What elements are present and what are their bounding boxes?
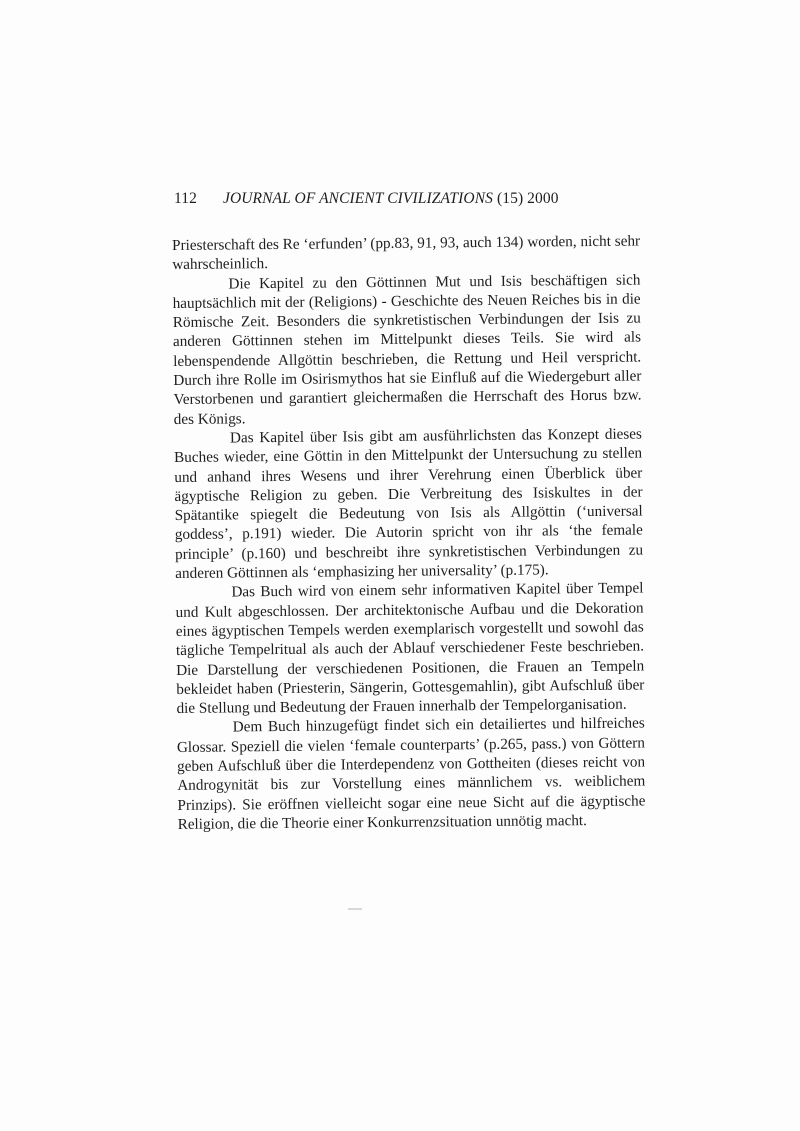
- paragraph-continuation: Priesterschaft des Re ‘erfunden’ (pp.83, 91, 93, auch 134) worden, nicht sehr wahrscheinlich.: [172, 232, 641, 274]
- paragraph-mut-isis: Die Kapitel zu den Göttinnen Mut und Isis beschäftigen sich hauptsächlich mit der (Religions) - Geschichte des Neuen Reiches bis in die Römische Zeit. Besonders die synkretistischen Verbindungen der Isis zu anderen Göttinnen stehen im Mittelpunkt dieses Teils. Sie wird als lebenspendende Allgöttin beschrieben, die Rettung und Heil verspricht. Durch ihre Rolle im Osirismythos hat sie Einfluß auf die Wiedergeburt aller Verstorbenen und garantiert gleichermaßen die Herrschaft des Horus bzw. des Königs.: [172, 271, 642, 428]
- paragraph-glossary: Dem Buch hinzugefügt findet sich ein detailiertes und hilfreiches Glossar. Speziell die vielen ‘female counterparts’ (p.265, pass.) von Göttern geben Aufschluß über die Interdependenz von Gottheiten (dieses reicht von Androgynität bis zur Vorstellung eines männlichem vs. weiblichem Prinzips). Sie eröffnen vielleicht sogar eine neue Sicht auf die ägyptische Religion, die die Theorie einer Konkurrenzsituation unnötig macht.: [176, 714, 646, 833]
- scan-speck: [348, 908, 362, 910]
- running-header: [174, 190, 559, 208]
- paragraph-isis-chapter: Das Kapitel über Isis gibt am ausführlichsten das Konzept dieses Buches wieder, eine Göttin in den Mittelpunkt der Untersuchung zu stellen und anhand ihres Wesens und ihrer Verehrung einen Überblick über ägyptische Religion zu geben. Die Verbreitung des Isiskultes in der Spätantike spiegelt die Bedeutung von Isis als Allgöttin (‘universal goddess’, p.191) wieder. Die Autorin spricht von ihr als ‘the female principle’ (p.160) und beschreibt ihre synkretistischen Verbindungen zu anderen Göttinnen als ‘emphasizing her universality’ (p.175).: [174, 425, 644, 583]
- page-number: 112: [174, 190, 197, 207]
- journal-title: JOURNAL OF ANCIENT CIVILIZATIONS: [222, 190, 493, 207]
- article-body: [172, 232, 646, 835]
- paragraph-temple-cult: Das Buch wird von einem sehr informativen Kapitel über Tempel und Kult abgeschlossen. Der architektonische Aufbau und die Dekoration eines ägyptischen Tempels werden exemplarisch vorgestellt und sowohl das tägliche Tempelritual als auch der Ablauf verschiedener Feste beschrieben. Die Darstellung der verschiedenen Positionen, die Frauen an Tempeln bekleidet haben (Priesterin, Sängerin, Gottesgemahlin), gibt Aufschluß über die Stellung und Bedeutung der Frauen innerhalb der Tempelorganisation.: [175, 579, 645, 718]
- issue-year: (15) 2000: [496, 190, 559, 207]
